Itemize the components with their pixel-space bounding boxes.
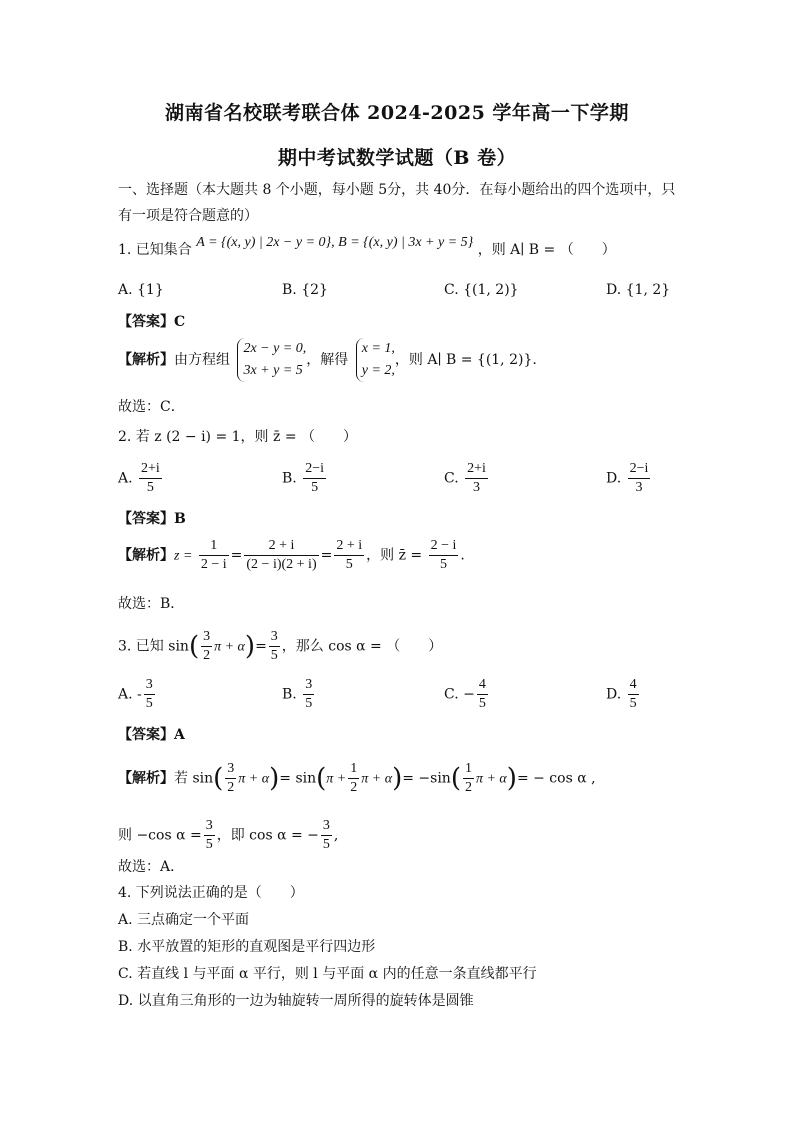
q3-b-frac — [303, 676, 314, 713]
q1-answer: 【答案】C — [118, 314, 186, 330]
q3-c-frac — [477, 676, 488, 713]
q2-option-d-letter: D. — [606, 470, 622, 487]
q2-f3-num: 2 + i — [334, 537, 364, 556]
q1-solution-row2: y = 2, — [361, 363, 395, 378]
q3-a-paren2-open: ( — [316, 763, 327, 794]
q3-a-paren2-close: ) — [392, 763, 403, 794]
q3-a-eq1: = sin — [279, 770, 317, 787]
q2-f1-num: 1 — [199, 537, 229, 556]
q1-lead: 1. 已知集合 — [118, 242, 192, 258]
q3-conclusion: 故选：A． — [118, 859, 185, 875]
q3-d-letter: D. — [606, 686, 622, 703]
q1-analysis-label: 【解析】 — [118, 352, 174, 368]
q1-set-b: , B = {(x, y) | 3x + y = 5} — [331, 235, 474, 250]
q4-option-c: C. 若直线 l 与平面 α 平行，则 l 与平面 α 内的任意一条直线都平行 — [118, 966, 537, 982]
q3-a-d2: 2 — [350, 780, 358, 795]
q3-a-n2: 1 — [348, 760, 359, 779]
q2-f4-den: 5 — [440, 557, 447, 572]
q4-option-d: D. 以直角三角形的一边为轴旋转一周所得的旋转体是圆锥 — [118, 993, 474, 1009]
q2-frac-2 — [244, 537, 318, 574]
q3-a-frac1 — [225, 760, 236, 797]
q1-tail: ，则 A∣ B = （ ） — [477, 242, 616, 258]
q3-l2-a: 则 −cos α = — [118, 827, 202, 844]
q3-a-mid3: π + α — [475, 771, 507, 787]
q3-a-letter: A. — [118, 686, 133, 703]
q2-conclusion: 故选：B． — [118, 596, 185, 612]
q3-l2-n2: 3 — [321, 817, 332, 836]
q3-option-a — [118, 676, 157, 713]
q1-set-a: A = {(x, y) | 2x − y = 0} — [196, 235, 332, 250]
q2-frac-3 — [334, 537, 364, 574]
q2-frac-1 — [199, 537, 229, 574]
q2-c-den: 3 — [473, 480, 481, 495]
q3-option-b — [282, 676, 316, 713]
q2-option-b — [282, 460, 328, 497]
q2-eq-1: = — [230, 547, 243, 564]
q2-option-c-fraction — [465, 460, 488, 497]
q4-option-b: B. 水平放置的矩形的直观图是平行四边形 — [118, 939, 376, 955]
q1-option-d: D. {1, 2} — [606, 282, 671, 298]
q1-solution-row1: x = 1, — [361, 341, 395, 356]
q3-a-d1: 2 — [227, 780, 235, 795]
q1-conclusion: 故选：C． — [118, 399, 185, 415]
q3-c-letter: C. — [444, 686, 459, 703]
q3-arg-rest: π + α — [214, 639, 245, 655]
q3-rhs-den: 5 — [270, 648, 278, 663]
q3-d-frac — [628, 676, 639, 713]
question-3 — [118, 628, 442, 665]
q2-d-num: 2−i — [628, 460, 651, 479]
q3-a-n1: 3 — [225, 760, 236, 779]
q2-option-d — [606, 460, 652, 497]
q3-tail: ，那么 cos α = （ ） — [281, 638, 443, 655]
q2-option-b-letter: B. — [282, 470, 297, 487]
q3-a-paren1-open: ( — [213, 763, 224, 794]
q3-paren-open: ( — [188, 631, 200, 662]
q2-analysis-label: 【解析】 — [118, 547, 174, 564]
q3-b-num: 3 — [303, 676, 314, 695]
q1-system-row1: 2x − y = 0, — [243, 341, 307, 356]
q3-l2-b: ，即 cos α = − — [216, 827, 319, 844]
q3-a-mid2a: π + — [326, 771, 347, 787]
q2-option-a-fraction — [139, 460, 162, 497]
q3-option-d — [606, 676, 641, 713]
q3-a-paren3-close: ) — [506, 763, 517, 794]
q3-analysis — [118, 760, 596, 797]
q1-option-c: C. {(1, 2)} — [444, 282, 519, 298]
q2-d-den: 3 — [635, 480, 643, 495]
q3-a-frac2 — [348, 760, 359, 797]
q3-l2-d2: 5 — [322, 837, 330, 852]
q2-option-a — [118, 460, 164, 497]
q3-b-letter: B. — [282, 686, 297, 703]
q3-rhs-num: 3 — [269, 628, 280, 647]
q3-d-num: 4 — [628, 676, 639, 695]
q1-analysis-text-b: ，解得 — [306, 352, 349, 368]
q3-answer: 【答案】A — [118, 727, 185, 743]
q1-option-a: A. {1} — [118, 282, 164, 298]
q3-a-den: 5 — [145, 696, 153, 711]
q2-z-eq: z = — [174, 548, 193, 564]
q2-f4-num: 2 − i — [429, 537, 459, 556]
question-1 — [118, 235, 616, 261]
q3-option-c — [444, 676, 490, 713]
q3-c-den: 5 — [478, 696, 486, 711]
q3-paren-close: ) — [244, 631, 256, 662]
q1-system-solution — [356, 338, 395, 382]
q2-b-num: 2−i — [303, 460, 326, 479]
q2-end: . — [460, 547, 465, 564]
exam-title-line2: 期中考试数学试题（B 卷） — [277, 147, 517, 169]
q3-frac-arg — [201, 628, 212, 665]
q2-f1-den: 2 − i — [200, 557, 227, 572]
q2-answer: 【答案】B — [118, 511, 186, 527]
q1-system-equations — [237, 338, 306, 382]
q1-analysis — [118, 338, 537, 382]
q3-arg-num: 3 — [201, 628, 212, 647]
q1-system-row2: 3x + y = 5 — [243, 363, 303, 378]
q1-analysis-text-a: 由方程组 — [174, 352, 230, 368]
q3-c-sign: − — [463, 686, 475, 703]
q1-analysis-text-c: ，则 A∣ B = {(1, 2)}. — [394, 352, 537, 368]
q3-a-paren1-close: ) — [269, 763, 280, 794]
q3-analysis-line2 — [118, 817, 338, 854]
q3-a-n3: 1 — [463, 760, 474, 779]
q2-f2-den: (2 − i)(2 + i) — [246, 557, 317, 572]
q2-option-c — [444, 460, 490, 497]
q2-option-a-letter: A. — [118, 470, 133, 487]
q2-option-c-letter: C. — [444, 470, 459, 487]
q3-b-den: 5 — [305, 696, 313, 711]
q2-then: ，则 z̄ = — [366, 547, 423, 564]
q2-a-den: 5 — [146, 480, 154, 495]
q3-l2-n1: 3 — [204, 817, 215, 836]
q3-analysis-if: 若 sin — [174, 770, 214, 787]
q3-a-end: = − cos α , — [516, 770, 596, 787]
q2-eq-2: = — [320, 547, 333, 564]
question-2: 2. 若 z (2 − i) = 1，则 z̄ = （ ） — [118, 429, 358, 445]
q3-l2-d1: 5 — [205, 837, 213, 852]
q2-frac-4 — [429, 537, 459, 574]
section-heading-cont: 有一项是符合题意的） — [118, 208, 258, 224]
q2-a-num: 2+i — [139, 460, 162, 479]
q3-arg-den: 2 — [203, 648, 211, 663]
q3-eq: = — [255, 638, 267, 655]
q3-l2-frac1 — [204, 817, 215, 854]
q3-l2-frac2 — [321, 817, 332, 854]
q3-a-mid2b: π + α — [361, 771, 393, 787]
q2-b-den: 5 — [311, 480, 319, 495]
q3-a-num: 3 — [144, 676, 155, 695]
q4-option-a: A. 三点确定一个平面 — [118, 912, 250, 928]
q2-f2-num: 2 + i — [244, 537, 318, 556]
q3-a-frac — [144, 676, 155, 713]
q2-option-b-fraction — [303, 460, 326, 497]
q3-lead: 3. 已知 sin — [118, 638, 189, 655]
q2-f3-den: 5 — [345, 557, 353, 572]
q3-a-mid1: π + α — [238, 771, 270, 787]
q3-a-sign: - — [137, 686, 142, 703]
q3-a-frac3 — [463, 760, 474, 797]
q3-frac-rhs — [269, 628, 280, 665]
section-heading: 一、选择题（本大题共 8 个小题，每小题 5分，共 40分．在每小题给出的四个选项中，只 — [118, 182, 676, 198]
q3-d-den: 5 — [629, 696, 637, 711]
question-4: 4. 下列说法正确的是（ ） — [118, 885, 304, 901]
q3-c-num: 4 — [477, 676, 488, 695]
q3-a-d3: 2 — [464, 780, 472, 795]
q2-option-d-fraction — [628, 460, 651, 497]
q2-analysis — [118, 537, 465, 574]
q3-l2-end: , — [333, 827, 339, 844]
q3-a-eq2: = −sin — [402, 770, 451, 787]
q3-analysis-label: 【解析】 — [118, 770, 174, 787]
exam-title-line1: 湖南省名校联考联合体 2024-2025 学年高一下学期 — [165, 102, 629, 124]
q3-a-paren3-open: ( — [450, 763, 461, 794]
q2-c-num: 2+i — [465, 460, 488, 479]
q1-option-b: B. {2} — [282, 282, 328, 298]
